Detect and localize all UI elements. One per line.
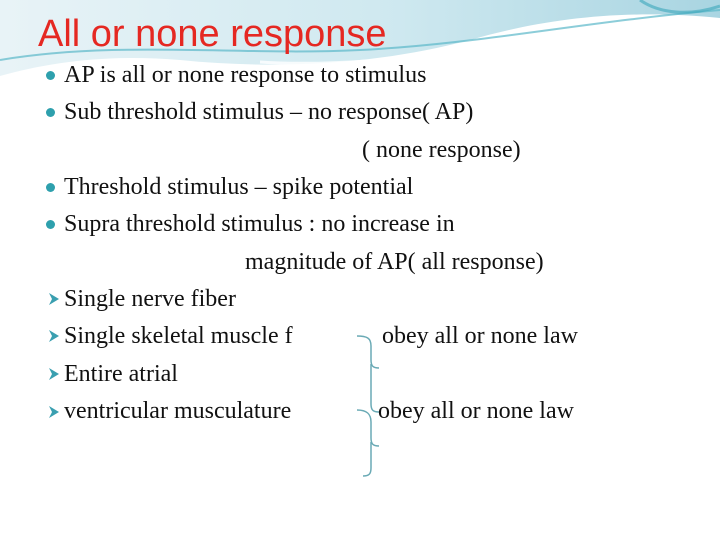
bullet-line-1: AP is all or none response to stimulus [64,62,427,88]
arrow-bullet-icon [46,328,62,344]
bullet-line-4-continuation: magnitude of AP( all response) [245,249,544,275]
arrow-item-1: Single nerve fiber [64,286,236,312]
bullet-dot-1 [46,71,55,80]
slide-title: All or none response [38,13,387,55]
arrow-bullet-icon [46,366,62,382]
arrow-bullet-icon [46,404,62,420]
arrow-item-2: Single skeletal muscle f [64,323,293,349]
law-note-2: obey all or none law [378,398,574,424]
law-note-1: obey all or none law [382,323,578,349]
bullet-dot-2 [46,108,55,117]
bullet-line-2: Sub threshold stimulus – no response( AP) [64,99,474,125]
arrow-item-4: ventricular musculature [64,398,292,424]
bullet-line-2-continuation: ( none response) [362,137,521,163]
arrow-bullet-icon [46,291,62,307]
bullet-dot-3 [46,183,55,192]
bullet-dot-4 [46,220,55,229]
bullet-line-3: Threshold stimulus – spike potential [64,174,414,200]
bullet-line-4: Supra threshold stimulus : no increase in [64,211,455,237]
arrow-item-3: Entire atrial [64,361,178,387]
